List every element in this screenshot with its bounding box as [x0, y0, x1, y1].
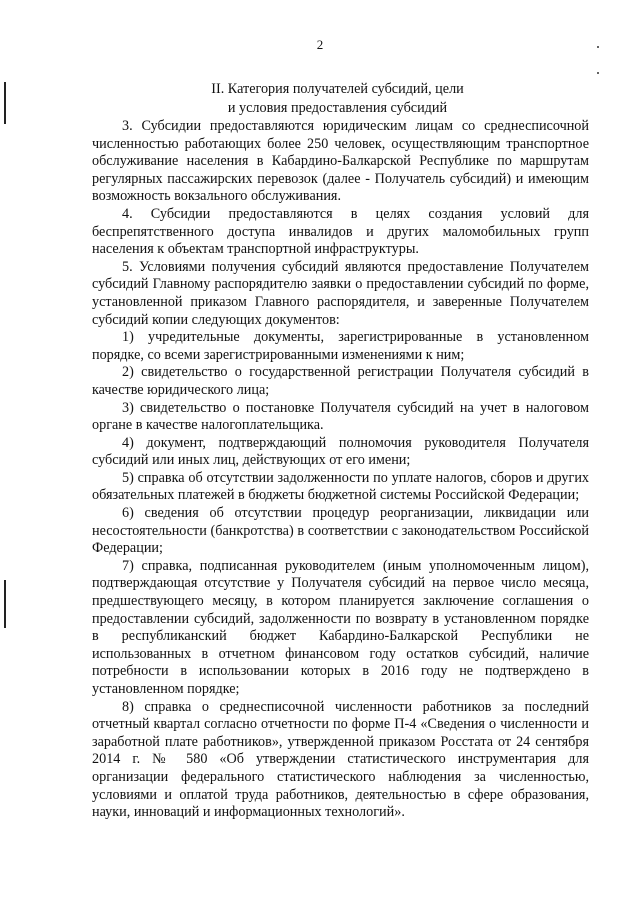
list-item-2: 2) свидетельство о государственной регистрации Получателя субсидий в качестве юридического лица;	[92, 364, 589, 398]
paragraph-3: 3. Субсидии предоставляются юридическим лицам со среднесписочной численностью работающих более 250 человек, осуществляющим транспортное обслуживание населения в Кабардино-Балкарской Республике по маршрутам регулярных пассажирских перевозок (далее - Получатель субсидий) и имеющим возможность вокзального обслуживания.	[92, 118, 589, 205]
document-body	[92, 118, 589, 822]
scan-mark-bottom	[4, 580, 6, 628]
list-item-3: 3) свидетельство о постановке Получателя субсидий на учет в налоговом органе в качестве налогоплательщика.	[92, 399, 589, 434]
list-item-5: 5) справка об отсутствии задолженности по уплате налогов, сборов и других обязательных платежей в бюджеты бюджетной системы Российской Федерации;	[92, 469, 589, 504]
scan-speck	[597, 72, 599, 74]
list-item-6: 6) сведения об отсутствии процедур реорганизации, ликвидации или несостоятельности (банкротства) в соответствии с законодательством Российской Федерации;	[92, 505, 589, 557]
paragraph-4: 4. Субсидии предоставляются в целях создания условий для беспрепятственного доступа инвалидов и других маломобильных групп населения к объектам транспортной инфраструктуры.	[92, 205, 589, 258]
scan-speck	[597, 46, 599, 48]
list-item-1: 1) учредительные документы, зарегистрированные в установленном порядке, со всеми зарегистрированными изменениями к ним;	[92, 329, 589, 363]
heading-line-1: II. Категория получателей субсидий, цели	[211, 81, 464, 97]
page-number: 2	[316, 37, 324, 52]
list-item-7: 7) справка, подписанная руководителем (иным уполномоченным лицом), подтверждающая отсутствие у Получателя субсидий на первое число месяца, предшествующего месяцу, в котором планируется заключение соглашения о предоставлении субсидий, задолженности по возврату в установленном порядке в республиканский бюджет Кабардино-Балкарской Республики не использованных в отчетном финансовом году остатков субсидий, наличие потребности в использовании которых в 2016 году не подтверждено в установленном порядке;	[92, 557, 589, 697]
list-item-8: 8) справка о среднесписочной численности работников за последний отчетный квартал согласно отчетности по форме П-4 «Сведения о численности и заработной плате работников», утвержденной приказом Росстата от 24 сентября 2014 г. № 580 «Об утверждении статистического инструментария для организации федерального статистического наблюдения за численностью, условиями и оплатой труда работников, деятельностью в сфере образования, науки, инноваций и информационных технологий».	[92, 698, 589, 821]
list-item-4: 4) документ, подтверждающий полномочия руководителя Получателя субсидий или иных лиц, действующих от его имени;	[92, 434, 589, 469]
section-heading	[60, 80, 615, 118]
scan-mark-top	[4, 82, 6, 124]
heading-line-2: и условия предоставления субсидий	[227, 100, 448, 116]
paragraph-5: 5. Условиями получения субсидий являются предоставление Получателем субсидий Главному распорядителю заявки о предоставлении субсидий по форме, установленной приказом Главного распорядителя, и заверенные Получателем субсидий копии следующих документов:	[92, 258, 589, 328]
